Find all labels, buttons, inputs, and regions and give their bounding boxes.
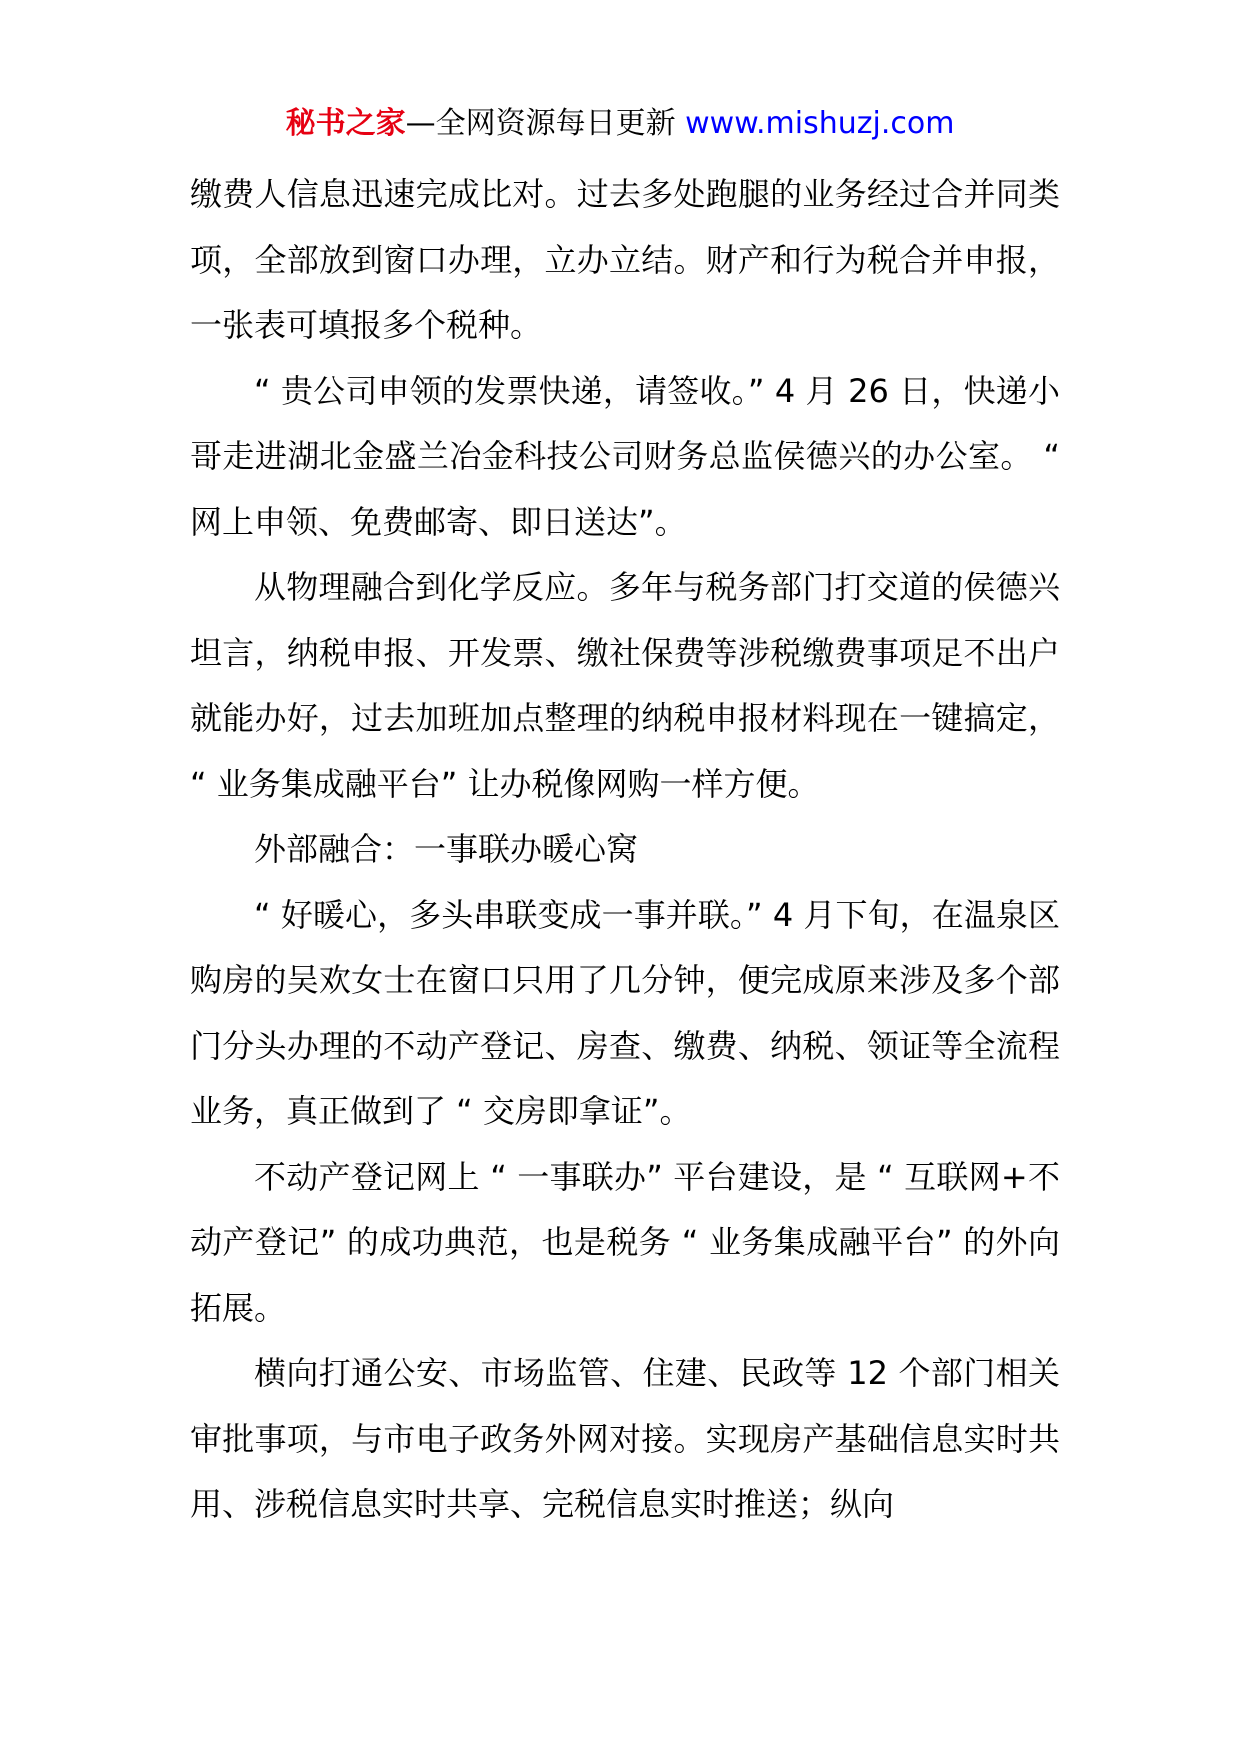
paragraph: 不动产登记网上 “ 一事联办” 平台建设，是 “ 互联网+不动产登记” 的成功典范，也是税务 “ 业务集成融平台” 的外向拓展。 <box>190 1157 1060 1327</box>
document-body <box>190 162 1060 1538</box>
paragraph: 横向打通公安、市场监管、住建、民政等 12 个部门相关审批事项，与市电子政务外网对接。实现房产基础信息实时共用、涉税信息实时共享、完税信息实时推送；纵向 <box>190 1354 1060 1523</box>
paragraph: “ 贵公司申领的发票快递，请签收。” 4 月 26 日，快递小哥走进湖北金盛兰冶金科技公司财务总监侯德兴的办公室。 “ 网上申领、免费邮寄、即日送达”。 <box>190 371 1060 541</box>
section-heading: 外部融合：一事联办暖心窝 <box>254 830 639 868</box>
paragraph: “ 好暖心，多头串联变成一事并联。” 4 月下旬，在温泉区购房的吴欢女士在窗口只用了几分钟，便完成原来涉及多个部门分头办理的不动产登记、房查、缴费、纳税、领证等全流程业务，真正做到了 “ 交房即拿证”。 <box>190 895 1060 1130</box>
header-brand: 秘书之家 <box>285 106 406 141</box>
header-url-link[interactable]: www.mishuzj.com <box>685 106 955 141</box>
paragraph: 从物理融合到化学反应。多年与税务部门打交道的侯德兴坦言，纳税申报、开发票、缴社保费等涉税缴费事项足不出户就能办好，过去加班加点整理的纳税申报材料现在一键搞定， “ 业务集成融平台” 让办税像网购一样方便。 <box>190 568 1060 803</box>
header-slogan: —全网资源每日更新 <box>405 106 686 141</box>
page-header <box>0 100 1240 148</box>
paragraph: 缴费人信息迅速完成比对。过去多处跑腿的业务经过合并同类项，全部放到窗口办理，立办立结。财产和行为税合并申报，一张表可填报多个税种。 <box>190 175 1060 344</box>
